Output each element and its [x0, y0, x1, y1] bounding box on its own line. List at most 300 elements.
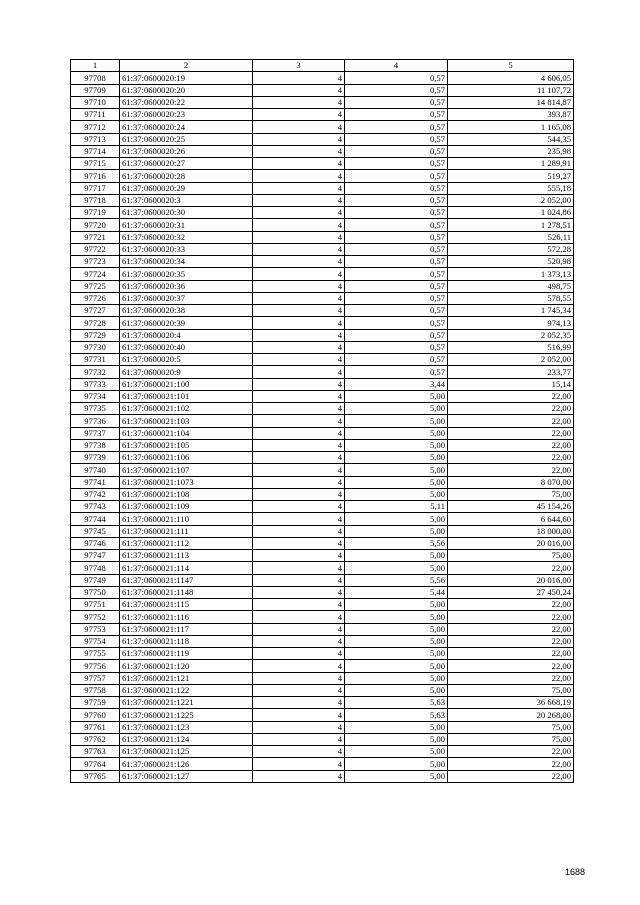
table-row — [71, 243, 574, 255]
table-row — [71, 390, 574, 402]
category-code: 4 — [253, 525, 345, 537]
category-code: 4 — [253, 72, 345, 84]
table-row — [71, 599, 574, 611]
amount-value: 18 000,00 — [448, 525, 574, 537]
amount-value: 75,00 — [448, 733, 574, 745]
row-number: 97728 — [71, 317, 120, 329]
rate-value: 5,00 — [345, 525, 448, 537]
table-row — [71, 231, 574, 243]
category-code: 4 — [253, 648, 345, 660]
amount-value: 22,00 — [448, 660, 574, 672]
cadastral-number: 61:37:0600021:107 — [120, 464, 253, 476]
amount-value: 1 165,08 — [448, 121, 574, 133]
row-number: 97725 — [71, 280, 120, 292]
cadastral-number: 61:37:0600020:22 — [120, 96, 253, 108]
category-code: 4 — [253, 452, 345, 464]
category-code: 4 — [253, 378, 345, 390]
cadastral-number: 61:37:0600020:5 — [120, 354, 253, 366]
category-code: 4 — [253, 770, 345, 782]
table-row — [71, 268, 574, 280]
amount-value: 20 016,00 — [448, 537, 574, 549]
row-number: 97734 — [71, 390, 120, 402]
table-row — [71, 354, 574, 366]
category-code: 4 — [253, 709, 345, 721]
category-code: 4 — [253, 317, 345, 329]
cadastral-number: 61:37:0600021:123 — [120, 721, 253, 733]
category-code: 4 — [253, 574, 345, 586]
row-number: 97722 — [71, 243, 120, 255]
amount-value: 22,00 — [448, 415, 574, 427]
row-number: 97710 — [71, 96, 120, 108]
table-row — [71, 84, 574, 96]
row-number: 97730 — [71, 341, 120, 353]
table-row — [71, 550, 574, 562]
cadastral-number: 61:37:0600021:1148 — [120, 586, 253, 598]
table-row — [71, 280, 574, 292]
cadastral-number: 61:37:0600021:101 — [120, 390, 253, 402]
amount-value: 22,00 — [448, 427, 574, 439]
rate-value: 0,57 — [345, 231, 448, 243]
row-number: 97763 — [71, 746, 120, 758]
row-number: 97731 — [71, 354, 120, 366]
category-code: 4 — [253, 268, 345, 280]
cadastral-number: 61:37:0600020:35 — [120, 268, 253, 280]
category-code: 4 — [253, 121, 345, 133]
cadastral-number: 61:37:0600020:33 — [120, 243, 253, 255]
cadastral-number: 61:37:0600020:27 — [120, 158, 253, 170]
category-code: 4 — [253, 562, 345, 574]
table-row — [71, 586, 574, 598]
cadastral-number: 61:37:0600021:105 — [120, 439, 253, 451]
rate-value: 5,63 — [345, 697, 448, 709]
cadastral-number: 61:37:0600021:100 — [120, 378, 253, 390]
category-code: 4 — [253, 476, 345, 488]
category-code: 4 — [253, 586, 345, 598]
row-number: 97737 — [71, 427, 120, 439]
table-row — [71, 72, 574, 84]
rate-value: 0,57 — [345, 292, 448, 304]
category-code: 4 — [253, 133, 345, 145]
col-header-5: 5 — [448, 60, 574, 72]
category-code: 4 — [253, 758, 345, 770]
table-row — [71, 623, 574, 635]
table-row — [71, 109, 574, 121]
table-row — [71, 501, 574, 513]
table-row — [71, 96, 574, 108]
amount-value: 498,75 — [448, 280, 574, 292]
row-number: 97708 — [71, 72, 120, 84]
amount-value: 22,00 — [448, 390, 574, 402]
category-code: 4 — [253, 145, 345, 157]
cadastral-number: 61:37:0600020:26 — [120, 145, 253, 157]
amount-value: 45 154,26 — [448, 501, 574, 513]
cadastral-number: 61:37:0600020:24 — [120, 121, 253, 133]
rate-value: 5,00 — [345, 660, 448, 672]
amount-value: 1 745,34 — [448, 305, 574, 317]
table-row — [71, 611, 574, 623]
cadastral-number: 61:37:0600021:113 — [120, 550, 253, 562]
row-number: 97765 — [71, 770, 120, 782]
category-code: 4 — [253, 403, 345, 415]
cadastral-number: 61:37:0600021:116 — [120, 611, 253, 623]
table-row — [71, 207, 574, 219]
rate-value: 3,44 — [345, 378, 448, 390]
rate-value: 0,57 — [345, 268, 448, 280]
row-number: 97724 — [71, 268, 120, 280]
category-code: 4 — [253, 672, 345, 684]
amount-value: 974,13 — [448, 317, 574, 329]
table-header — [71, 60, 574, 72]
rate-value: 5,00 — [345, 403, 448, 415]
cadastral-number: 61:37:0600021:124 — [120, 733, 253, 745]
category-code: 4 — [253, 109, 345, 121]
amount-value: 233,77 — [448, 366, 574, 378]
cadastral-number: 61:37:0600021:104 — [120, 427, 253, 439]
table-row — [71, 476, 574, 488]
row-number: 97745 — [71, 525, 120, 537]
rate-value: 0,57 — [345, 256, 448, 268]
category-code: 4 — [253, 170, 345, 182]
table-row — [71, 194, 574, 206]
col-header-3: 3 — [253, 60, 345, 72]
cadastral-number: 61:37:0600020:9 — [120, 366, 253, 378]
cadastral-number: 61:37:0600020:32 — [120, 231, 253, 243]
rate-value: 5,63 — [345, 709, 448, 721]
category-code: 4 — [253, 96, 345, 108]
row-number: 97750 — [71, 586, 120, 598]
table-row — [71, 158, 574, 170]
amount-value: 519,27 — [448, 170, 574, 182]
row-number: 97732 — [71, 366, 120, 378]
table-row — [71, 672, 574, 684]
category-code: 4 — [253, 231, 345, 243]
amount-value: 14 814,87 — [448, 96, 574, 108]
amount-value: 22,00 — [448, 439, 574, 451]
cadastral-number: 61:37:0600020:4 — [120, 329, 253, 341]
row-number: 97747 — [71, 550, 120, 562]
rate-value: 5,00 — [345, 427, 448, 439]
table-body — [71, 72, 574, 783]
table-row — [71, 256, 574, 268]
amount-value: 1 289,91 — [448, 158, 574, 170]
cadastral-number: 61:37:0600020:34 — [120, 256, 253, 268]
cadastral-number: 61:37:0600020:25 — [120, 133, 253, 145]
rate-value: 5,56 — [345, 537, 448, 549]
rate-value: 5,00 — [345, 550, 448, 562]
rate-value: 5,00 — [345, 464, 448, 476]
cadastral-number: 61:37:0600020:29 — [120, 182, 253, 194]
table-row — [71, 684, 574, 696]
amount-value: 75,00 — [448, 550, 574, 562]
table-row — [71, 721, 574, 733]
amount-value: 2 052,00 — [448, 194, 574, 206]
amount-value: 22,00 — [448, 648, 574, 660]
row-number: 97757 — [71, 672, 120, 684]
rate-value: 0,57 — [345, 194, 448, 206]
table-row — [71, 121, 574, 133]
table-row — [71, 317, 574, 329]
table-row — [71, 145, 574, 157]
table-row — [71, 660, 574, 672]
amount-value: 516,99 — [448, 341, 574, 353]
rate-value: 5,00 — [345, 452, 448, 464]
category-code: 4 — [253, 733, 345, 745]
rate-value: 5,00 — [345, 439, 448, 451]
cadastral-number: 61:37:0600021:1225 — [120, 709, 253, 721]
cadastral-number: 61:37:0600020:28 — [120, 170, 253, 182]
row-number: 97738 — [71, 439, 120, 451]
rate-value: 0,57 — [345, 109, 448, 121]
rate-value: 5,00 — [345, 599, 448, 611]
cadastral-number: 61:37:0600021:126 — [120, 758, 253, 770]
amount-value: 20 268,00 — [448, 709, 574, 721]
amount-value: 393,87 — [448, 109, 574, 121]
row-number: 97756 — [71, 660, 120, 672]
cadastral-number: 61:37:0600020:37 — [120, 292, 253, 304]
rate-value: 5,00 — [345, 721, 448, 733]
amount-value: 22,00 — [448, 672, 574, 684]
category-code: 4 — [253, 292, 345, 304]
rate-value: 5,44 — [345, 586, 448, 598]
row-number: 97733 — [71, 378, 120, 390]
table-row — [71, 427, 574, 439]
table-row — [71, 366, 574, 378]
rate-value: 5,00 — [345, 770, 448, 782]
row-number: 97717 — [71, 182, 120, 194]
rate-value: 5,56 — [345, 574, 448, 586]
category-code: 4 — [253, 599, 345, 611]
category-code: 4 — [253, 280, 345, 292]
col-header-1: 1 — [71, 60, 120, 72]
rate-value: 5,11 — [345, 501, 448, 513]
cadastral-number: 61:37:0600021:127 — [120, 770, 253, 782]
cadastral-number: 61:37:0600021:122 — [120, 684, 253, 696]
table-row — [71, 415, 574, 427]
category-code: 4 — [253, 84, 345, 96]
cadastral-number: 61:37:0600021:1147 — [120, 574, 253, 586]
table-row — [71, 709, 574, 721]
cadastral-number: 61:37:0600021:110 — [120, 513, 253, 525]
cadastral-number: 61:37:0600021:1073 — [120, 476, 253, 488]
row-number: 97749 — [71, 574, 120, 586]
register-table — [70, 59, 574, 783]
cadastral-number: 61:37:0600021:125 — [120, 746, 253, 758]
amount-value: 22,00 — [448, 635, 574, 647]
amount-value: 555,18 — [448, 182, 574, 194]
amount-value: 11 107,72 — [448, 84, 574, 96]
amount-value: 22,00 — [448, 464, 574, 476]
amount-value: 20 016,00 — [448, 574, 574, 586]
category-code: 4 — [253, 329, 345, 341]
table-row — [71, 513, 574, 525]
category-code: 4 — [253, 746, 345, 758]
amount-value: 2 052,35 — [448, 329, 574, 341]
table-row — [71, 219, 574, 231]
cadastral-number: 61:37:0600020:3 — [120, 194, 253, 206]
table-row — [71, 537, 574, 549]
row-number: 97727 — [71, 305, 120, 317]
row-number: 97739 — [71, 452, 120, 464]
row-number: 97748 — [71, 562, 120, 574]
category-code: 4 — [253, 513, 345, 525]
rate-value: 0,57 — [345, 72, 448, 84]
rate-value: 5,00 — [345, 672, 448, 684]
cadastral-number: 61:37:0600021:118 — [120, 635, 253, 647]
row-number: 97713 — [71, 133, 120, 145]
category-code: 4 — [253, 439, 345, 451]
amount-value: 36 668,19 — [448, 697, 574, 709]
amount-value: 22,00 — [448, 623, 574, 635]
category-code: 4 — [253, 550, 345, 562]
amount-value: 75,00 — [448, 684, 574, 696]
rate-value: 5,00 — [345, 390, 448, 402]
category-code: 4 — [253, 390, 345, 402]
row-number: 97726 — [71, 292, 120, 304]
rate-value: 0,57 — [345, 341, 448, 353]
cadastral-number: 61:37:0600021:108 — [120, 488, 253, 500]
row-number: 97718 — [71, 194, 120, 206]
rate-value: 0,57 — [345, 317, 448, 329]
table-row — [71, 305, 574, 317]
cadastral-number: 61:37:0600021:119 — [120, 648, 253, 660]
table-row — [71, 697, 574, 709]
rate-value: 5,00 — [345, 611, 448, 623]
cadastral-number: 61:37:0600021:109 — [120, 501, 253, 513]
table-row — [71, 329, 574, 341]
row-number: 97752 — [71, 611, 120, 623]
row-number: 97744 — [71, 513, 120, 525]
rate-value: 0,57 — [345, 182, 448, 194]
category-code: 4 — [253, 537, 345, 549]
cadastral-number: 61:37:0600020:39 — [120, 317, 253, 329]
category-code: 4 — [253, 243, 345, 255]
cadastral-number: 61:37:0600021:117 — [120, 623, 253, 635]
row-number: 97740 — [71, 464, 120, 476]
row-number: 97723 — [71, 256, 120, 268]
cadastral-number: 61:37:0600021:115 — [120, 599, 253, 611]
rate-value: 0,57 — [345, 133, 448, 145]
row-number: 97712 — [71, 121, 120, 133]
cadastral-number: 61:37:0600020:23 — [120, 109, 253, 121]
row-number: 97721 — [71, 231, 120, 243]
amount-value: 22,00 — [448, 452, 574, 464]
row-number: 97743 — [71, 501, 120, 513]
table-row — [71, 770, 574, 782]
table-row — [71, 182, 574, 194]
amount-value: 572,28 — [448, 243, 574, 255]
rate-value: 5,00 — [345, 623, 448, 635]
rate-value: 0,57 — [345, 170, 448, 182]
cadastral-number: 61:37:0600021:120 — [120, 660, 253, 672]
category-code: 4 — [253, 611, 345, 623]
row-number: 97754 — [71, 635, 120, 647]
amount-value: 1 024,86 — [448, 207, 574, 219]
amount-value: 1 278,51 — [448, 219, 574, 231]
table-row — [71, 758, 574, 770]
rate-value: 5,00 — [345, 562, 448, 574]
rate-value: 0,57 — [345, 121, 448, 133]
page-number: 1688 — [564, 867, 585, 877]
rate-value: 0,57 — [345, 366, 448, 378]
table-row — [71, 574, 574, 586]
row-number: 97711 — [71, 109, 120, 121]
row-number: 97735 — [71, 403, 120, 415]
category-code: 4 — [253, 256, 345, 268]
category-code: 4 — [253, 464, 345, 476]
row-number: 97720 — [71, 219, 120, 231]
cadastral-number: 61:37:0600020:31 — [120, 219, 253, 231]
row-number: 97760 — [71, 709, 120, 721]
category-code: 4 — [253, 305, 345, 317]
table-row — [71, 733, 574, 745]
table-row — [71, 341, 574, 353]
table-row — [71, 378, 574, 390]
amount-value: 235,98 — [448, 145, 574, 157]
category-code: 4 — [253, 207, 345, 219]
rate-value: 5,00 — [345, 746, 448, 758]
row-number: 97746 — [71, 537, 120, 549]
amount-value: 1 373,13 — [448, 268, 574, 280]
table-row — [71, 648, 574, 660]
amount-value: 22,00 — [448, 599, 574, 611]
amount-value: 22,00 — [448, 770, 574, 782]
rate-value: 0,57 — [345, 158, 448, 170]
rate-value: 0,57 — [345, 96, 448, 108]
amount-value: 4 606,05 — [448, 72, 574, 84]
amount-value: 22,00 — [448, 403, 574, 415]
row-number: 97729 — [71, 329, 120, 341]
amount-value: 75,00 — [448, 721, 574, 733]
cadastral-number: 61:37:0600021:106 — [120, 452, 253, 464]
category-code: 4 — [253, 182, 345, 194]
table-row — [71, 525, 574, 537]
row-number: 97714 — [71, 145, 120, 157]
table-row — [71, 133, 574, 145]
category-code: 4 — [253, 415, 345, 427]
cadastral-number: 61:37:0600021:111 — [120, 525, 253, 537]
cadastral-number: 61:37:0600021:102 — [120, 403, 253, 415]
category-code: 4 — [253, 660, 345, 672]
amount-value: 526,11 — [448, 231, 574, 243]
amount-value: 6 644,60 — [448, 513, 574, 525]
category-code: 4 — [253, 219, 345, 231]
row-number: 97716 — [71, 170, 120, 182]
table-row — [71, 292, 574, 304]
rate-value: 0,57 — [345, 84, 448, 96]
col-header-2: 2 — [120, 60, 253, 72]
category-code: 4 — [253, 341, 345, 353]
cadastral-number: 61:37:0600021:114 — [120, 562, 253, 574]
cadastral-number: 61:37:0600020:20 — [120, 84, 253, 96]
category-code: 4 — [253, 488, 345, 500]
cadastral-number: 61:37:0600020:36 — [120, 280, 253, 292]
amount-value: 520,98 — [448, 256, 574, 268]
category-code: 4 — [253, 194, 345, 206]
cadastral-number: 61:37:0600020:38 — [120, 305, 253, 317]
category-code: 4 — [253, 635, 345, 647]
cadastral-number: 61:37:0600021:1221 — [120, 697, 253, 709]
rate-value: 5,00 — [345, 733, 448, 745]
cadastral-number: 61:37:0600020:30 — [120, 207, 253, 219]
table-row — [71, 439, 574, 451]
table-row — [71, 635, 574, 647]
rate-value: 5,00 — [345, 635, 448, 647]
row-number: 97762 — [71, 733, 120, 745]
rate-value: 5,00 — [345, 415, 448, 427]
row-number: 97742 — [71, 488, 120, 500]
category-code: 4 — [253, 501, 345, 513]
row-number: 97764 — [71, 758, 120, 770]
